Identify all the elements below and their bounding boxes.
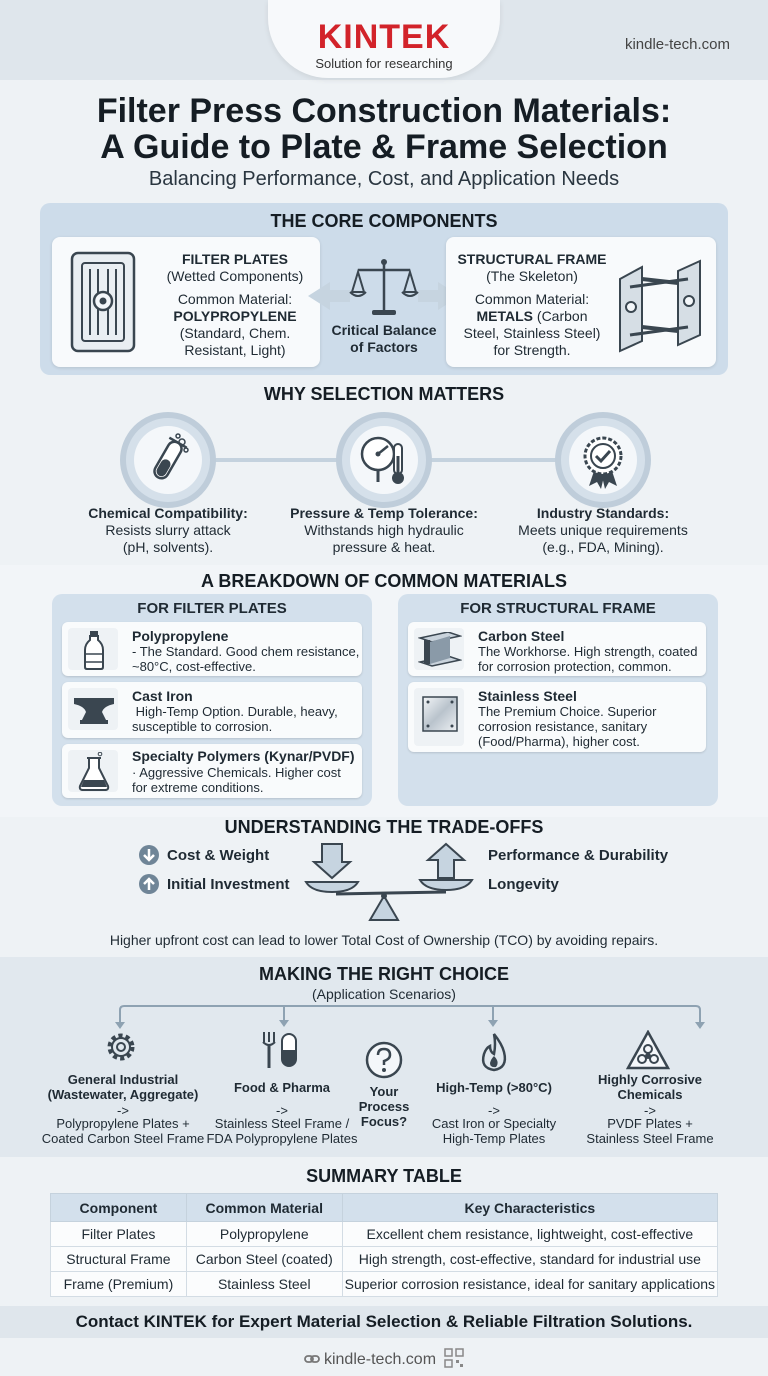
gauge-thermometer-icon <box>356 432 412 488</box>
material-desc-2: corrosion resistance, sanitary <box>478 719 648 734</box>
material-desc-2: susceptible to corrosion. <box>132 719 273 734</box>
frame-title: STRUCTURAL FRAME <box>457 251 607 267</box>
why-title-pressure: Pressure & Temp Tolerance: <box>290 505 478 521</box>
balance-label-line1: Critical Balance <box>331 322 437 338</box>
choice-center-line1: Your <box>369 1084 399 1099</box>
bottle-icon <box>82 630 106 670</box>
qr-code-icon <box>444 1348 464 1368</box>
why-circle-pressure <box>336 412 432 508</box>
why-circle-chemical <box>120 412 216 508</box>
material-name: Carbon Steel <box>478 628 565 644</box>
why-circle-standards <box>555 412 651 508</box>
table-cell: High strength, cost-effective, standard for industrial use <box>342 1247 717 1272</box>
structural-frame-card <box>446 237 716 367</box>
flask-icon <box>78 752 110 792</box>
material-name: Stainless Steel <box>478 688 577 704</box>
balance-label-line2: of Factors <box>350 339 418 355</box>
table-row <box>51 1222 718 1247</box>
certified-badge-icon <box>577 432 629 490</box>
choice-desc2-hightemp: High-Temp Plates <box>442 1131 546 1146</box>
tradeoff-scale-icon <box>296 840 476 926</box>
frame-desc-2: for Strength. <box>493 342 571 358</box>
column-header: Component <box>51 1194 187 1222</box>
choice-desc2-general: Coated Carbon Steel Frame <box>41 1131 205 1146</box>
material-desc-1: High-Temp Option. Durable, heavy, <box>132 704 338 719</box>
plates-desc-1: (Standard, Chem. <box>179 325 291 341</box>
footer-link[interactable] <box>0 1348 768 1369</box>
choice-center-line2: Process <box>358 1099 410 1114</box>
material-card-specialty-polymers <box>62 744 362 798</box>
plates-title: FILTER PLATES <box>181 251 289 267</box>
why-heading: WHY SELECTION MATTERS <box>263 384 505 404</box>
frame-material-line <box>452 308 612 325</box>
why-desc2-standards: (e.g., FDA, Mining). <box>542 539 664 555</box>
page-title-line2: A Guide to Plate & Frame Selection <box>100 128 668 166</box>
why-desc1-pressure: Withstands high hydraulic <box>304 522 464 538</box>
frame-common: Common Material: <box>474 291 590 307</box>
choice-title-hightemp: High-Temp (>80°C) <box>436 1080 552 1095</box>
material-desc-2: ~80°C, cost-effective. <box>132 659 256 674</box>
material-name: Cast Iron <box>132 688 193 704</box>
materials-heading: A BREAKDOWN OF COMMON MATERIALS <box>201 571 567 591</box>
choice-title-general: General Industrial <box>67 1072 179 1087</box>
material-card-stainless-steel <box>408 682 706 752</box>
anvil-icon <box>72 694 116 726</box>
why-title-chemical: Chemical Compatibility: <box>88 505 248 521</box>
material-desc-2: for extreme conditions. <box>132 780 264 795</box>
frame-sub: (The Skeleton) <box>486 268 578 284</box>
tradeoff-initial-investment: Initial Investment <box>167 876 290 893</box>
material-desc-2: for corrosion protection, common. <box>478 659 672 674</box>
why-desc2-chemical: (pH, solvents). <box>122 539 214 555</box>
choice-title-corrosive: Highly Corrosive <box>597 1072 703 1087</box>
material-card-carbon-steel <box>408 622 706 676</box>
choice-desc1-corrosive: PVDF Plates + <box>607 1116 693 1131</box>
why-desc1-standards: Meets unique requirements <box>518 522 688 538</box>
table-cell: Stainless Steel <box>186 1272 342 1297</box>
test-tube-icon <box>144 432 192 488</box>
material-desc-1: The Workhorse. High strength, coated <box>478 644 698 659</box>
summary-heading: SUMMARY TABLE <box>306 1166 462 1186</box>
core-heading: THE CORE COMPONENTS <box>270 211 498 231</box>
choice-title2-general: (Wastewater, Aggregate) <box>47 1087 199 1102</box>
tradeoff-note: Higher upfront cost can lead to lower Total Cost of Ownership (TCO) by avoiding repairs. <box>109 932 659 948</box>
choice-desc1-food: Stainless Steel Frame / <box>214 1116 350 1131</box>
frame-materials-heading: FOR STRUCTURAL FRAME <box>460 600 656 617</box>
choice-connector-lines <box>100 1002 720 1032</box>
material-name: Specialty Polymers (Kynar/PVDF) <box>132 748 355 764</box>
gear-icon <box>104 1030 138 1064</box>
i-beam-icon <box>418 632 462 668</box>
why-desc1-chemical: Resists slurry attack <box>105 522 231 538</box>
frame-material: METALS <box>476 308 534 324</box>
material-desc-3: (Food/Pharma), higher cost. <box>478 734 640 749</box>
kintek-logo[interactable]: KINTEK <box>317 18 451 56</box>
choice-title-food: Food & Pharma <box>233 1080 331 1095</box>
choice-desc2-food: FDA Polypropylene Plates <box>206 1131 358 1146</box>
choice-center-line3: Focus? <box>360 1114 408 1129</box>
biohazard-warning-icon <box>626 1030 670 1070</box>
link-icon <box>304 1353 320 1365</box>
up-arrow-icon <box>139 874 159 894</box>
choice-arrow-general: -> <box>117 1103 129 1118</box>
why-desc2-pressure: pressure & heat. <box>332 539 436 555</box>
table-cell: Carbon Steel (coated) <box>186 1247 342 1272</box>
tradeoff-longevity: Longevity <box>488 876 559 893</box>
balance-label <box>326 322 442 356</box>
tradeoff-cost-weight: Cost & Weight <box>167 847 270 864</box>
frame-desc-0: (Carbon <box>533 308 588 324</box>
table-cell: Superior corrosion resistance, ideal for sanitary applications <box>342 1272 717 1297</box>
choice-desc1-hightemp: Cast Iron or Specialty <box>431 1116 557 1131</box>
filter-plate-icon <box>68 249 138 355</box>
choice-heading: MAKING THE RIGHT CHOICE <box>259 964 509 984</box>
why-title-standards: Industry Standards: <box>536 505 670 521</box>
plates-material: POLYPROPYLENE <box>173 308 297 324</box>
plates-materials-heading: FOR FILTER PLATES <box>137 600 287 617</box>
contact-cta[interactable]: Contact KINTEK for Expert Material Selection & Reliable Filtration Solutions. <box>75 1312 693 1331</box>
table-cell: Excellent chem resistance, lightweight, cost-effective <box>342 1222 717 1247</box>
page-title-line1: Filter Press Construction Materials: <box>96 92 672 130</box>
table-header-row <box>51 1194 718 1222</box>
choice-subheading: (Application Scenarios) <box>312 986 456 1002</box>
site-url-top[interactable]: kindle-tech.com <box>624 36 730 53</box>
choice-desc2-corrosive: Stainless Steel Frame <box>586 1131 714 1146</box>
choice-title2-corrosive: Chemicals <box>617 1087 683 1102</box>
material-desc-1: - The Standard. Good chem resistance, <box>132 644 360 659</box>
question-icon <box>364 1040 404 1080</box>
table-cell: Polypropylene <box>186 1222 342 1247</box>
steel-plate-icon <box>422 696 458 732</box>
fork-pill-icon <box>260 1030 300 1070</box>
frame-desc-1: Steel, Stainless Steel) <box>463 325 601 341</box>
steel-frame-icon <box>614 257 708 353</box>
summary-table <box>50 1193 718 1297</box>
plates-common: Common Material: <box>177 291 293 307</box>
choice-arrow-hightemp: -> <box>488 1103 500 1118</box>
page-subtitle: Balancing Performance, Cost, and Application Needs <box>148 168 620 190</box>
table-row <box>51 1247 718 1272</box>
choice-arrow-food: -> <box>276 1103 288 1118</box>
plates-desc-2: Resistant, Light) <box>184 342 286 358</box>
material-name: Polypropylene <box>132 628 229 644</box>
footer-site-url: kindle-tech.com <box>323 1351 437 1368</box>
material-desc-1: The Premium Choice. Superior <box>478 704 657 719</box>
table-cell: Filter Plates <box>51 1222 187 1247</box>
column-header: Common Material <box>186 1194 342 1222</box>
balance-scale-icon <box>300 254 468 320</box>
down-arrow-icon <box>139 845 159 865</box>
table-row <box>51 1272 718 1297</box>
choice-arrow-corrosive: -> <box>644 1103 656 1118</box>
filter-plates-card <box>52 237 320 367</box>
plates-sub: (Wetted Components) <box>166 268 304 284</box>
table-cell: Structural Frame <box>51 1247 187 1272</box>
material-card-polypropylene <box>62 622 362 676</box>
material-desc-1: · Aggressive Chemicals. Higher cost <box>132 765 341 780</box>
tradeoffs-heading: UNDERSTANDING THE TRADE-OFFS <box>224 817 544 837</box>
flame-icon <box>478 1032 510 1072</box>
table-cell: Frame (Premium) <box>51 1272 187 1297</box>
material-card-cast-iron <box>62 682 362 738</box>
choice-desc1-general: Polypropylene Plates + <box>56 1116 190 1131</box>
tradeoff-performance: Performance & Durability <box>488 847 669 864</box>
logo-tagline: Solution for researching <box>315 56 453 71</box>
column-header: Key Characteristics <box>342 1194 717 1222</box>
